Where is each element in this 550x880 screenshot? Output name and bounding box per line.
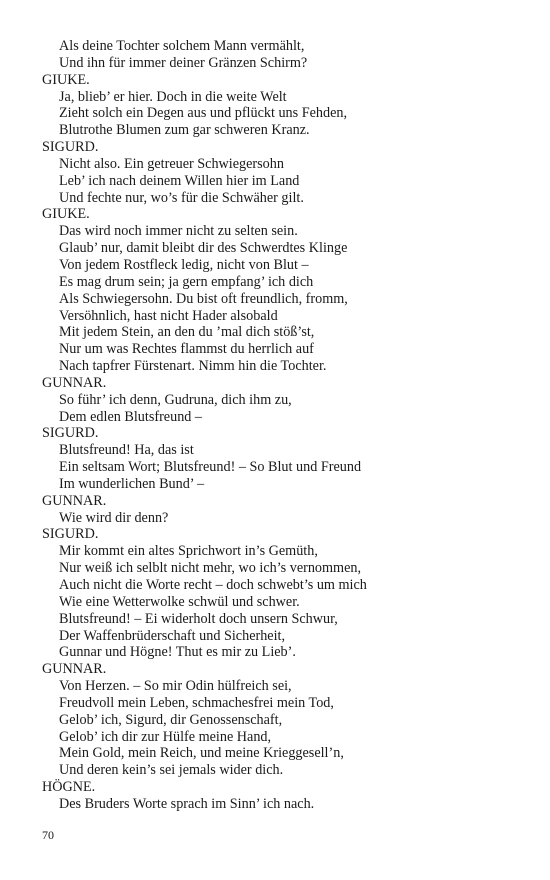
verse-line: Ja, blieb’ er hier. Doch in die weite Welt: [59, 88, 287, 105]
verse-line: Nur um was Rechtes flammst du herrlich auf: [59, 341, 314, 358]
verse-line: Von Herzen. – So mir Odin hülfreich sei,: [59, 678, 292, 695]
verse-line: Des Bruders Worte sprach im Sinn’ ich nach.: [59, 795, 315, 812]
verse-line: Ein seltsam Wort; Blutsfreund! – So Blut und Freund: [59, 459, 362, 476]
verse-line: Im wunderlichen Bund’ –: [59, 475, 205, 492]
verse-line: So führ’ ich denn, Gudruna, dich ihm zu,: [59, 391, 292, 408]
verse-line: Leb’ ich nach deinem Willen hier im Land: [59, 172, 300, 189]
verse-line: Nach tapfrer Fürstenart. Nimm hin die Tochter.: [59, 358, 327, 375]
verse-line: Es mag drum sein; ja gern empfang’ ich dich: [59, 273, 314, 290]
verse-line: Blutrothe Blumen zum gar schweren Kranz.: [59, 122, 310, 139]
speaker-name: HÖGNE.: [42, 779, 96, 796]
verse-line: Versöhnlich, hast nicht Hader alsobald: [59, 307, 278, 324]
speaker-name: GUNNAR.: [42, 492, 107, 509]
speaker-name: GIUKE.: [42, 71, 90, 88]
page-number: 70: [42, 828, 54, 842]
speaker-name: GUNNAR.: [42, 661, 107, 678]
verse-line: Der Waffenbrüderschaft und Sicherheit,: [59, 627, 286, 644]
speaker-name: GIUKE.: [42, 206, 90, 223]
verse-line: Mein Gold, mein Reich, und meine Krieggesell’n,: [59, 745, 344, 762]
verse-line: Auch nicht die Worte recht – doch schwebt’s um mich: [59, 577, 367, 593]
verse-line: Wie eine Wetterwolke schwül und schwer.: [59, 593, 300, 610]
verse-line: Als Schwiegersohn. Du bist oft freundlich, fromm,: [59, 290, 348, 307]
verse-line: Gelob’ ich, Sigurd, dir Genossenschaft,: [59, 711, 283, 728]
verse-line: Gunnar und Högne! Thut es mir zu Lieb’.: [59, 644, 296, 661]
speaker-name: GUNNAR.: [42, 374, 107, 391]
verse-line: Freudvoll mein Leben, schmachesfrei mein Tod,: [59, 694, 334, 711]
verse-line: Mir kommt ein altes Sprichwort in’s Gemüth,: [59, 543, 318, 560]
page-text: [42, 38, 522, 813]
verse-line: Von jedem Rostfleck ledig, nicht von Blut –: [59, 256, 309, 273]
speaker-name: SIGURD.: [42, 425, 99, 442]
verse-line: Mit jedem Stein, an den du ’mal dich stöß’st,: [59, 324, 315, 341]
verse-line: Gelob’ ich dir zur Hülfe meine Hand,: [59, 728, 272, 745]
verse-line: Das wird noch immer nicht zu selten sein.: [59, 223, 298, 240]
verse-line: Dem edlen Blutsfreund –: [59, 408, 203, 425]
verse-line: Als deine Tochter solchem Mann vermählt,: [59, 38, 305, 54]
verse-line: Zieht solch ein Degen aus und pflückt uns Fehden,: [59, 105, 348, 122]
verse-line: Und ihn für immer deiner Gränzen Schirm?: [59, 54, 308, 71]
speaker-name: SIGURD.: [42, 139, 99, 156]
verse-line: Glaub’ nur, damit bleibt dir des Schwerdtes Klinge: [59, 240, 348, 257]
speaker-name: SIGURD.: [42, 526, 99, 543]
verse-line: Und deren kein’s sei jemals wider dich.: [59, 762, 284, 779]
verse-line: Blutsfreund! Ha, das ist: [59, 442, 194, 459]
verse-line: Und fechte nur, wo’s für die Schwäher gilt.: [59, 189, 304, 206]
verse-line: Wie wird dir denn?: [59, 509, 169, 526]
verse-line: Nur weiß ich selblt nicht mehr, wo ich’s vernommen,: [59, 560, 362, 577]
verse-line: Nicht also. Ein getreuer Schwiegersohn: [59, 155, 284, 172]
verse-line: Blutsfreund! – Ei widerholt doch unsern Schwur,: [59, 610, 338, 627]
